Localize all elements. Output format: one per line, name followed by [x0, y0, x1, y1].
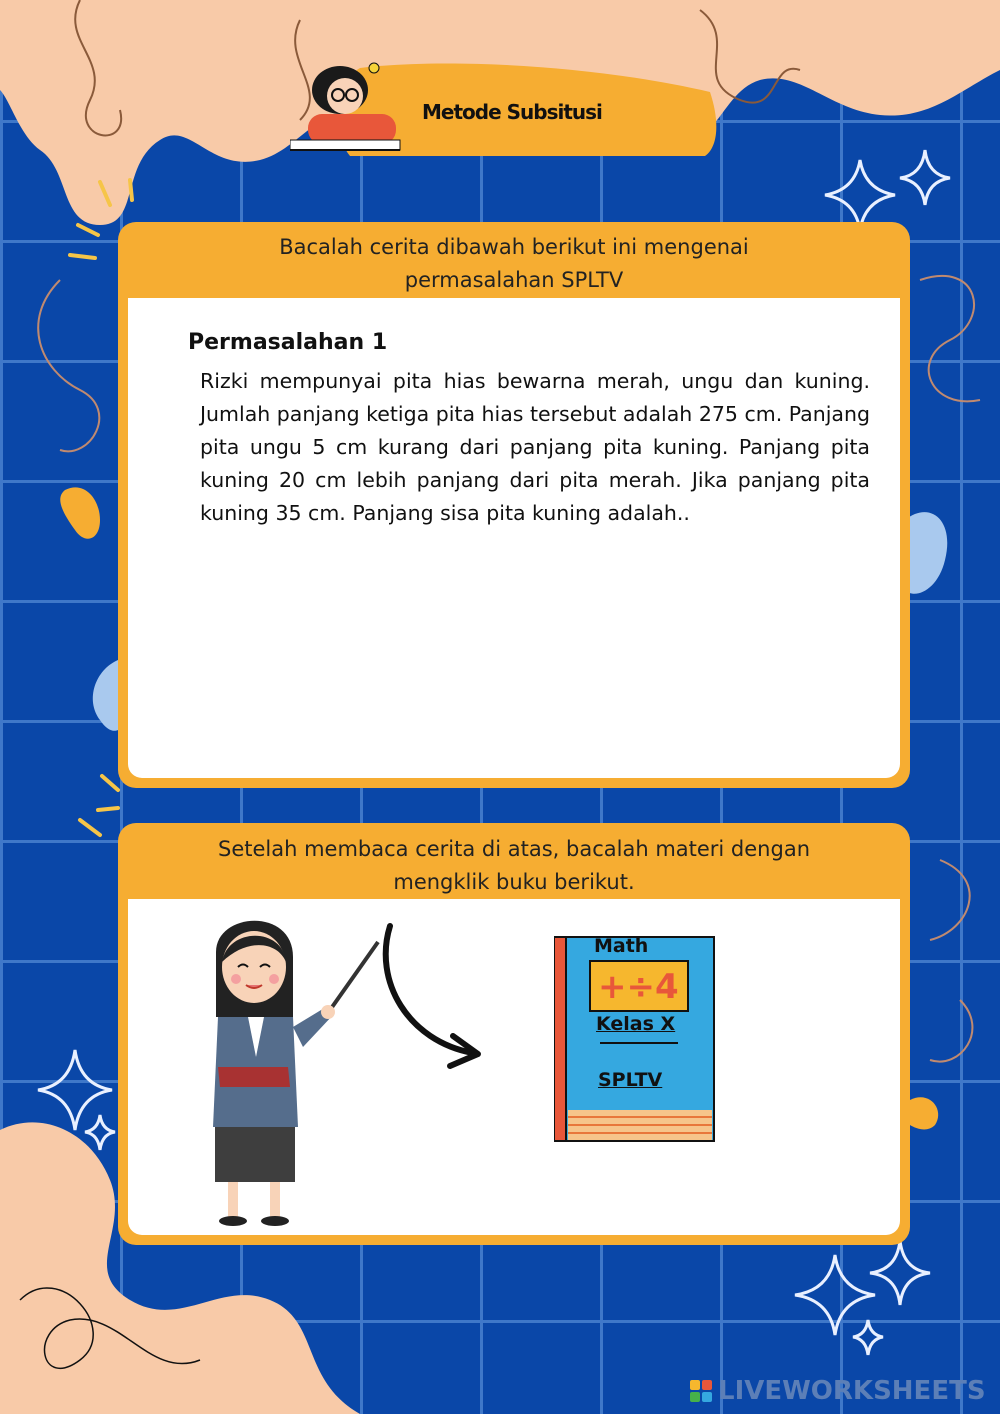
problem-panel-body — [128, 298, 900, 778]
problem-panel — [118, 222, 910, 788]
material-panel-body — [128, 899, 900, 1235]
page-title: Metode Subsitusi — [422, 100, 602, 124]
teacher-illustration — [198, 907, 398, 1229]
right-orange-blob — [910, 1097, 938, 1129]
heading-line: permasalahan SPLTV — [404, 268, 624, 292]
liveworksheets-logo-icon — [690, 1380, 712, 1402]
heading-line: Bacalah cerita dibawah berikut ini mengenai — [279, 235, 749, 259]
heading-line: Setelah membaca cerita di atas, bacalah materi dengan — [217, 837, 811, 861]
book-class-label: Kelas X — [596, 1013, 676, 1035]
heading-line: mengklik buku berikut. — [393, 870, 635, 894]
left-orange-blob — [60, 487, 100, 538]
material-panel-heading — [118, 823, 910, 899]
arrow-icon — [378, 921, 498, 1071]
right-blue-blob — [905, 512, 947, 594]
book-top-label: Math — [594, 935, 649, 957]
watermark-text: LIVEWORKSHEETS — [718, 1376, 986, 1406]
problem-text: Rizki mempunyai pita hias bewarna merah, ungu dan kuning. Jumlah panjang ketiga pita hias tersebut adalah 275 cm. Panjang pita ungu 5 cm kurang dari panjang pita kuning. Panjang pita kuning 20 cm lebih panjang dari pita merah. Jika panjang pita kuning 35 cm. Panjang sisa pita kuning adalah.. — [200, 369, 870, 525]
book-symbols: +÷4 — [598, 967, 679, 1007]
problem-panel-heading — [118, 222, 910, 297]
left-blue-blob — [93, 660, 118, 731]
math-book-link[interactable] — [554, 935, 720, 1145]
material-panel — [118, 823, 910, 1245]
book-topic-label: SPLTV — [598, 1069, 663, 1091]
book-icon — [554, 935, 720, 1145]
problem-title: Permasalahan 1 — [188, 330, 388, 355]
liveworksheets-watermark — [690, 1374, 986, 1408]
